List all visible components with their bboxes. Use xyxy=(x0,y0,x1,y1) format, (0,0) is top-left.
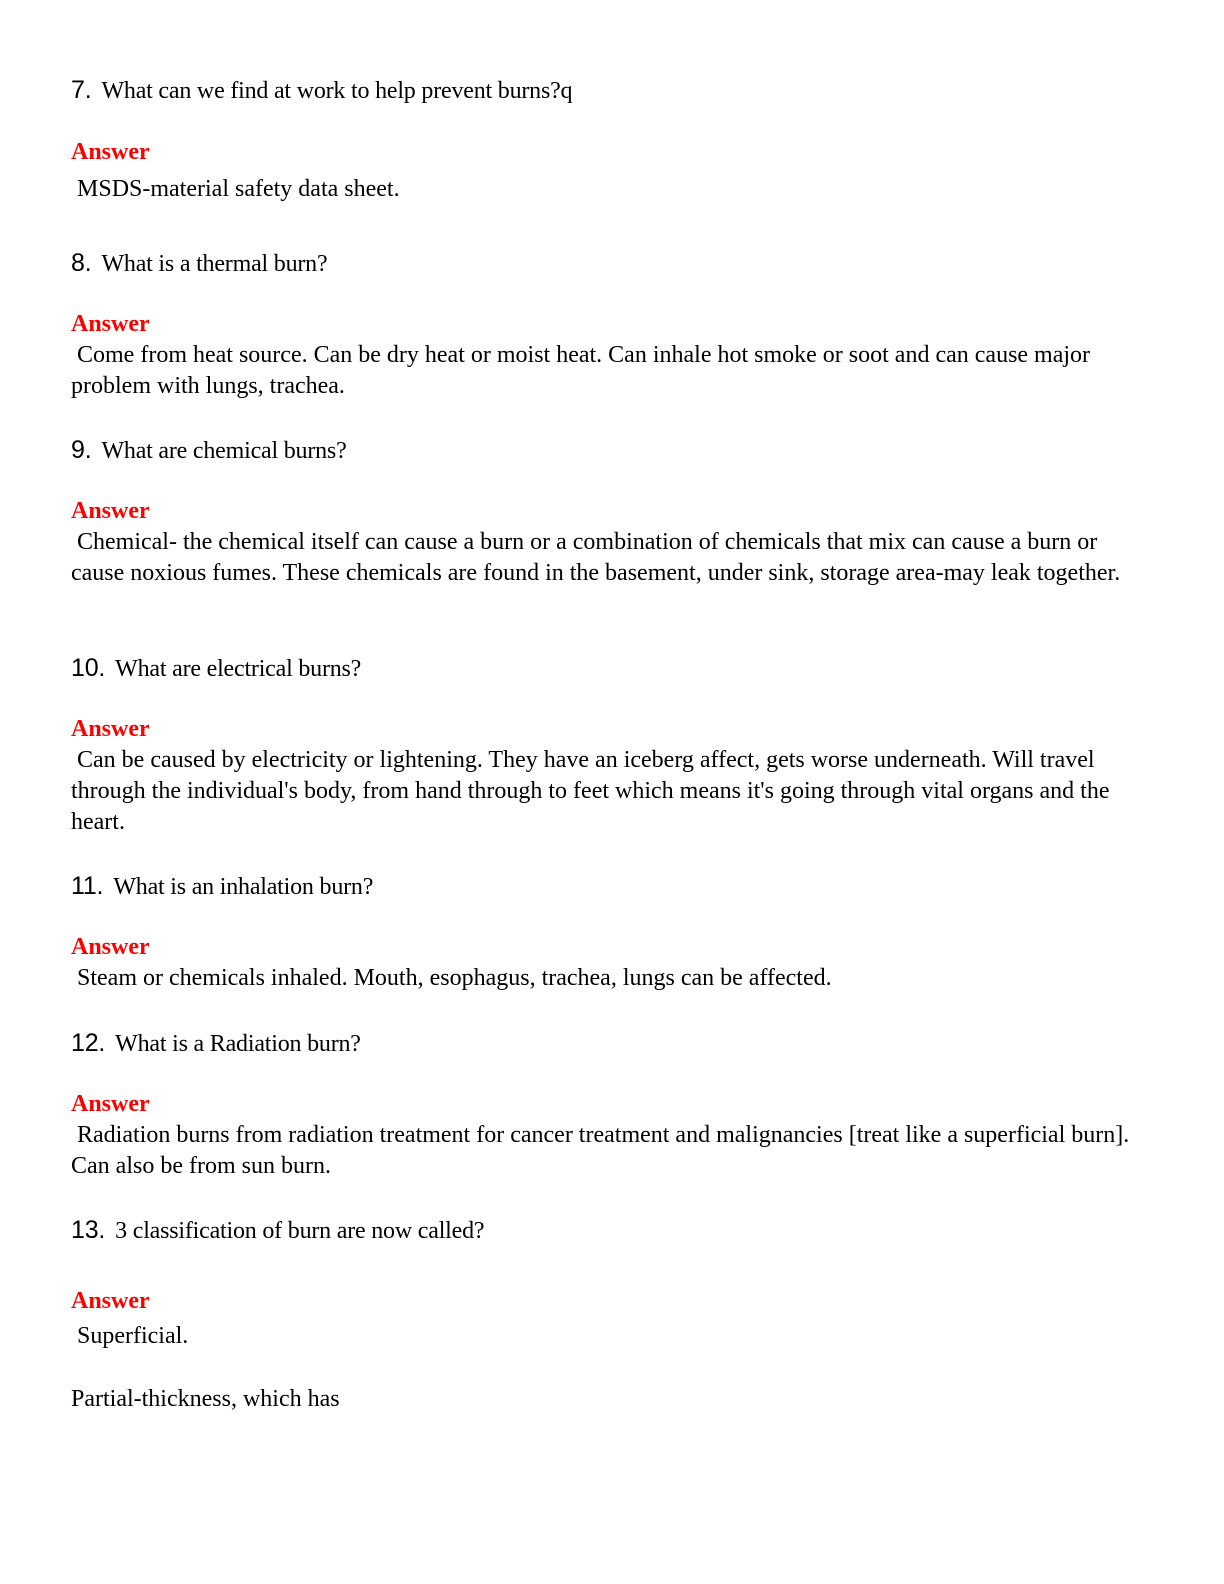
answer-label: Answer xyxy=(71,1091,150,1117)
question-number: 11. xyxy=(71,872,104,900)
question xyxy=(71,1216,1151,1245)
question-text: What is an inhalation burn? xyxy=(113,874,374,900)
question-text: What can we find at work to help prevent burns?q xyxy=(101,78,573,104)
question-number: 10. xyxy=(71,654,106,682)
question-number: 7. xyxy=(71,76,92,104)
question-text: What is a Radiation burn? xyxy=(115,1031,361,1057)
qa-item-11 xyxy=(71,872,1151,991)
question xyxy=(71,249,1151,278)
answer-text: Come from heat source. Can be dry heat or moist heat. Can inhale hot smoke or soot and can cause major problem with lungs, trachea. xyxy=(71,342,1091,399)
answer-label: Answer xyxy=(71,139,150,165)
answer-text: Can be caused by electricity or lightening. They have an iceberg affect, gets worse underneath. Will travel through the individual's body, from hand through to feet which means it's going through vital organs and the heart. xyxy=(71,747,1110,835)
question xyxy=(71,872,1151,901)
answer-label: Answer xyxy=(71,498,150,524)
question-number: 8. xyxy=(71,249,92,277)
qa-item-8 xyxy=(71,249,1151,399)
question-number: 9. xyxy=(71,436,92,464)
question xyxy=(71,436,1151,465)
qa-item-9 xyxy=(71,436,1151,586)
answer-text: Steam or chemicals inhaled. Mouth, esophagus, trachea, lungs can be affected. xyxy=(77,965,832,991)
question xyxy=(71,76,1151,105)
answer-label: Answer xyxy=(71,311,150,337)
question-number: 13. xyxy=(71,1216,106,1244)
question xyxy=(71,1029,1151,1058)
answer-label: Answer xyxy=(71,1288,150,1314)
qa-item-12 xyxy=(71,1029,1151,1179)
question-text: What are electrical burns? xyxy=(115,656,362,682)
answer-text: Radiation burns from radiation treatment for cancer treatment and malignancies [treat like a superficial burn]. Can also be from sun burn. xyxy=(71,1122,1130,1179)
question-text: What is a thermal burn? xyxy=(101,251,328,277)
question xyxy=(71,654,1151,683)
answer-text: MSDS-material safety data sheet. xyxy=(77,176,400,202)
qa-item-13 xyxy=(71,1216,1151,1349)
question-text: What are chemical burns? xyxy=(101,438,347,464)
qa-item-7 xyxy=(71,76,1151,202)
answer-text: Superficial. xyxy=(77,1323,189,1349)
trailing-text: Partial-thickness, which has xyxy=(71,1386,340,1412)
question-text: 3 classification of burn are now called? xyxy=(115,1218,485,1244)
qa-item-10 xyxy=(71,654,1151,835)
answer-label: Answer xyxy=(71,934,150,960)
answer-label: Answer xyxy=(71,716,150,742)
question-number: 12. xyxy=(71,1029,106,1057)
answer-text: Chemical- the chemical itself can cause a burn or a combination of chemicals that mix can cause a burn or cause noxious fumes. These chemicals are found in the basement, under sink, storage area-may leak together. xyxy=(71,529,1121,586)
